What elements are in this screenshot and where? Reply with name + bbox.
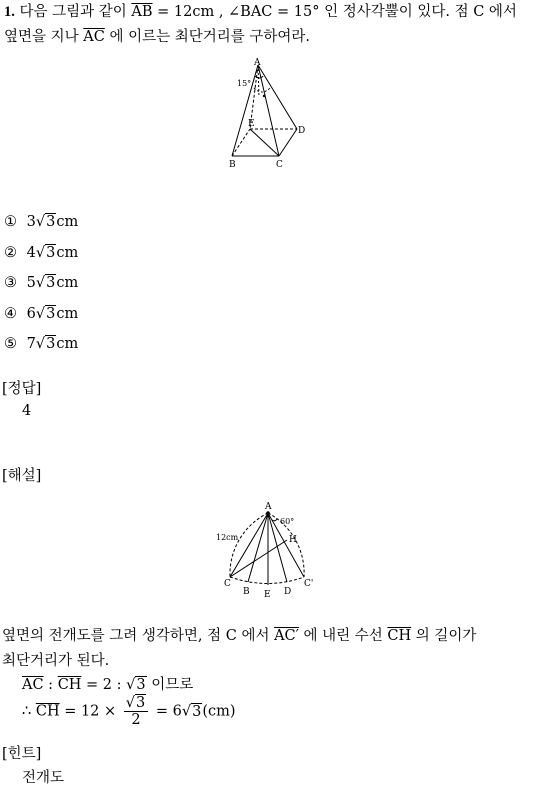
explanation-heading: [해설] <box>2 468 42 484</box>
net-label-h: H <box>289 535 297 545</box>
choice-4[interactable]: ④ 6√3cm <box>4 306 79 322</box>
question-number: 1. <box>4 4 15 20</box>
net-figure <box>214 498 324 602</box>
choice-1[interactable]: ① 3√3cm <box>4 214 79 230</box>
net-label-b: B <box>243 587 250 597</box>
net-label-c: C <box>224 579 231 589</box>
label-e: E <box>248 119 255 129</box>
net-label-d: D <box>284 587 292 597</box>
net-label-len: 12cm <box>216 533 239 542</box>
net-label-e: E <box>264 590 271 600</box>
answer-value: 4 <box>22 403 32 419</box>
net-label-c-prime: C' <box>304 579 314 589</box>
label-c: C <box>276 160 283 170</box>
net-label-a: A <box>265 502 272 512</box>
label-b: B <box>229 160 236 170</box>
pyramid-figure <box>222 56 314 172</box>
explanation-eq1: $\overline{AC}$ : $\overline{CH} = 2$ : √3 이므로 <box>22 677 194 693</box>
hint-value: 전개도 <box>22 770 65 786</box>
label-a: A <box>254 58 261 68</box>
answer-heading: [정답] <box>2 381 42 397</box>
explanation-eq2: ∴ $\overline{CH} = 12$ × $\frac{√3}{2}$ = 6√3(cm) <box>22 695 236 728</box>
label-angle: 15° <box>237 79 252 88</box>
hint-heading: [힌트] <box>2 746 42 762</box>
label-d: D <box>298 126 306 136</box>
question-text: 1. 다음 그림과 같이 $\overline{AB} = 12cm$ , ∠BAC = 15° 인 정사각뿔이 있다. 점 C 에서 옆면을 지나 $\overline{AC}$ 에 이르는 최단거리를 구하여라. <box>4 4 517 45</box>
net-label-angle: 60° <box>280 517 295 526</box>
choice-5[interactable]: ⑤ 7√3cm <box>4 336 79 352</box>
choice-3[interactable]: ③ 5√3cm <box>4 275 79 291</box>
choice-2[interactable]: ② 4√3cm <box>4 245 79 261</box>
explanation-text: 옆면의 전개도를 그려 생각하면, 점 C 에서 AC′ 에 내린 수선 $\overline{CH}$ 의 길이가 최단거리가 된다. <box>2 628 477 669</box>
